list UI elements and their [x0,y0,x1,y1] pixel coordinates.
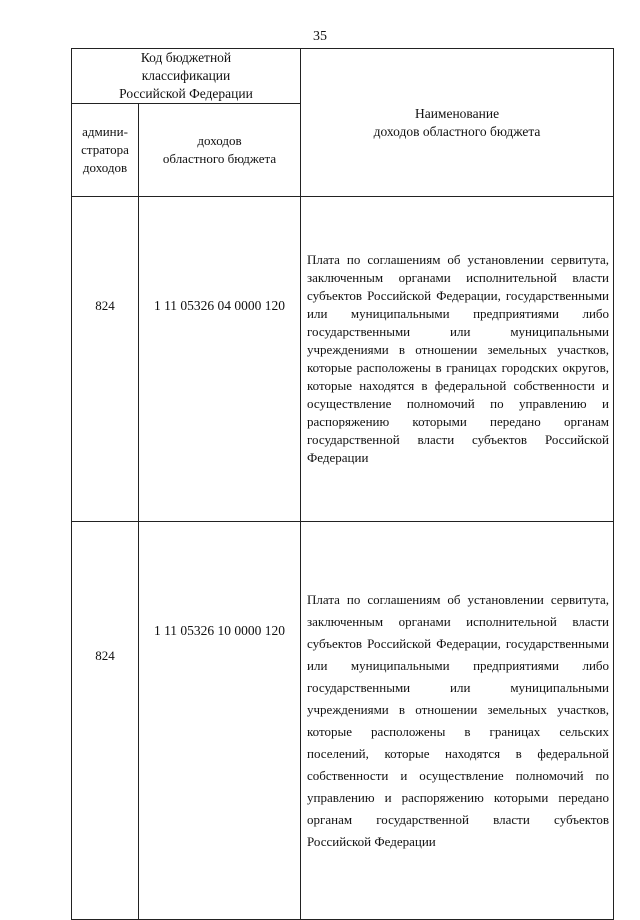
header-income-line-1: доходов [197,133,242,148]
budget-code-cell: 1 11 05326 04 0000 120 [139,197,301,522]
income-name-cell: Плата по соглашениям об установлении сервитута, заключенным органами исполнительной власти субъектов Российской Федерации, государственными или муниципальными предприятиями либо государственными или муниципальными учреждениями в отношении земельных участков, которые расположены в границах сельских поселений, которые находятся в федеральной собственности и осуществление полномочий по управлению и распоряжению которыми передано органам государственной власти субъектов Российской Федерации [301,522,614,920]
header-budget-classification-code [72,49,301,104]
header-group-line-2: классификации [141,68,231,83]
header-group-line-1: Код бюджетной [140,50,232,65]
page-number: 35 [313,29,327,44]
header-name-line-1: Наименование [414,105,500,121]
administrator-code-cell: 824 [72,197,139,522]
header-income-name [301,49,614,197]
header-regional-budget-income [139,104,301,197]
header-name-line-2: доходов областного бюджета [373,123,541,139]
header-income-line-2: областного бюджета [162,151,277,166]
header-admin-line-3: доходов [82,160,128,175]
budget-code-cell: 1 11 05326 10 0000 120 [139,522,301,920]
header-income-administrator [72,104,139,197]
table-row [72,197,614,522]
income-name-cell: Плата по соглашениям об установлении сервитута, заключенным органами исполнительной власти субъектов Российской Федерации, государственными или муниципальными предприятиями либо государственными или муниципальными учреждениями в отношении земельных участков, которые расположены в границах городских округов, которые находятся в федеральной собственности и осуществление полномочий по управлению и распоряжению которыми передано органам государственной власти субъектов Российской Федерации [301,197,614,522]
budget-classification-table [71,48,614,920]
header-admin-line-2: стратора [81,142,129,157]
header-group-line-3: Российской Федерации [119,86,253,101]
header-admin-line-1: админи- [82,124,128,139]
administrator-code-cell: 824 [72,522,139,920]
table-row [72,522,614,920]
